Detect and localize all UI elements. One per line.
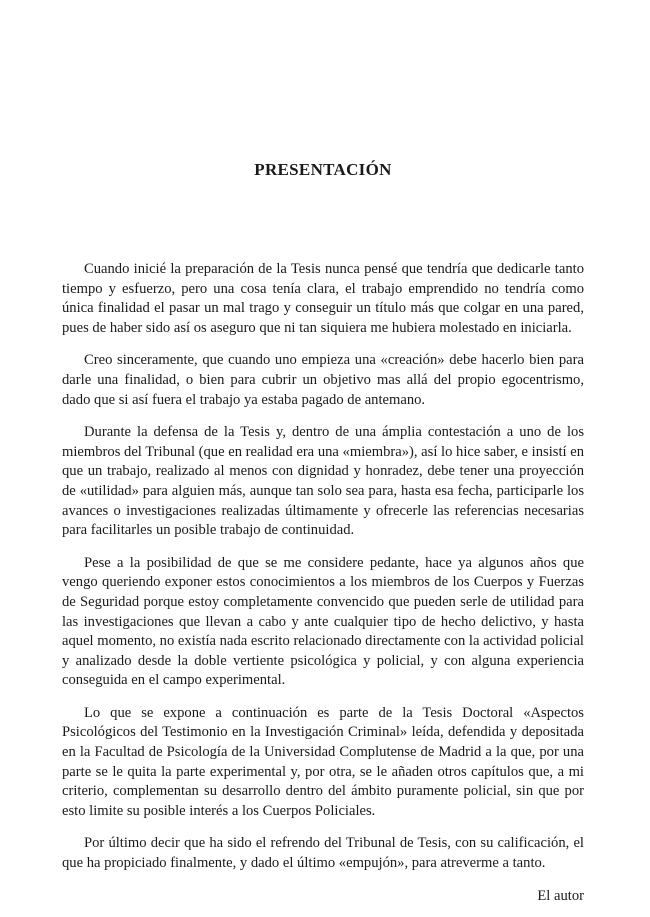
paragraph-2: Creo sinceramente, que cuando uno empieza una «creación» debe hacerlo bien para darle una finalidad, o bien para cubrir un objetivo mas allá del propio egocentrismo, dado que si así fuera el trabajo ya estaba pagado de antemano. bbox=[62, 352, 584, 408]
author-signature: El autor bbox=[537, 887, 584, 904]
document-page bbox=[62, 0, 584, 917]
page-title: PRESENTACIÓN bbox=[254, 160, 392, 179]
paragraph-1: Cuando inicié la preparación de la Tesis nunca pensé que tendría que dedicarle tanto tiempo y esfuerzo, pero una cosa tenía clara, el trabajo emprendido no tendría como única finalidad el pasar un mal trago y conseguir un título más que colgar en una pared, pues de haber sido así os aseguro que ni tan siquiera me hubiera molestado en iniciarla. bbox=[62, 261, 584, 336]
body-text bbox=[62, 260, 584, 906]
paragraph-5: Lo que se expone a continuación es parte de la Tesis Doctoral «Aspectos Psicológicos del Testimonio en la Investigación Criminal» leída, defendida y depositada en la Facultad de Psicología de la Universidad Complutense de Madrid a la que, por una parte se le quita la parte experimental y, por otra, se le añaden otros capítulos que, a mi criterio, complementan su desarrollo dentro del ámbito puramente policial, sin que por esto limite su posible interés a los Cuerpos Policiales. bbox=[62, 704, 584, 819]
paragraph-6: Por último decir que ha sido el refrendo del Tribunal de Tesis, con su calificación, el que ha propiciado finalmente, y dado el último «empujón», para atreverme a tanto. bbox=[62, 835, 584, 872]
paragraph-3: Durante la defensa de la Tesis y, dentro de una ámplia contestación a uno de los miembros del Tribunal (que en realidad era una «miembra»), así lo hice saber, e insistí en que un trabajo, realizado al menos con dignidad y honradez, debe tener una proyección de «utilidad» para alguien más, aunque tan solo sea para, hasta esa fecha, participarle los avances o investigaciones realizadas últimamente y ofrecerle las referencias necesarias para facilitarles un posible trabajo de continuidad. bbox=[62, 424, 584, 539]
paragraph-4: Pese a la posibilidad de que se me considere pedante, hace ya algunos años que vengo queriendo exponer estos conocimientos a los miembros de los Cuerpos y Fuerzas de Seguridad porque estoy completamente convencido que pueden serle de utilidad para las investigaciones que llevan a cabo y ante cualquier tipo de hecho delictivo, y hasta aquel momento, no existía nada escrito relacionado directamente con la actividad policial y analizado desde la doble vertiente psicológica y policial, y con alguna experiencia conseguida en el campo experimental. bbox=[62, 554, 584, 689]
